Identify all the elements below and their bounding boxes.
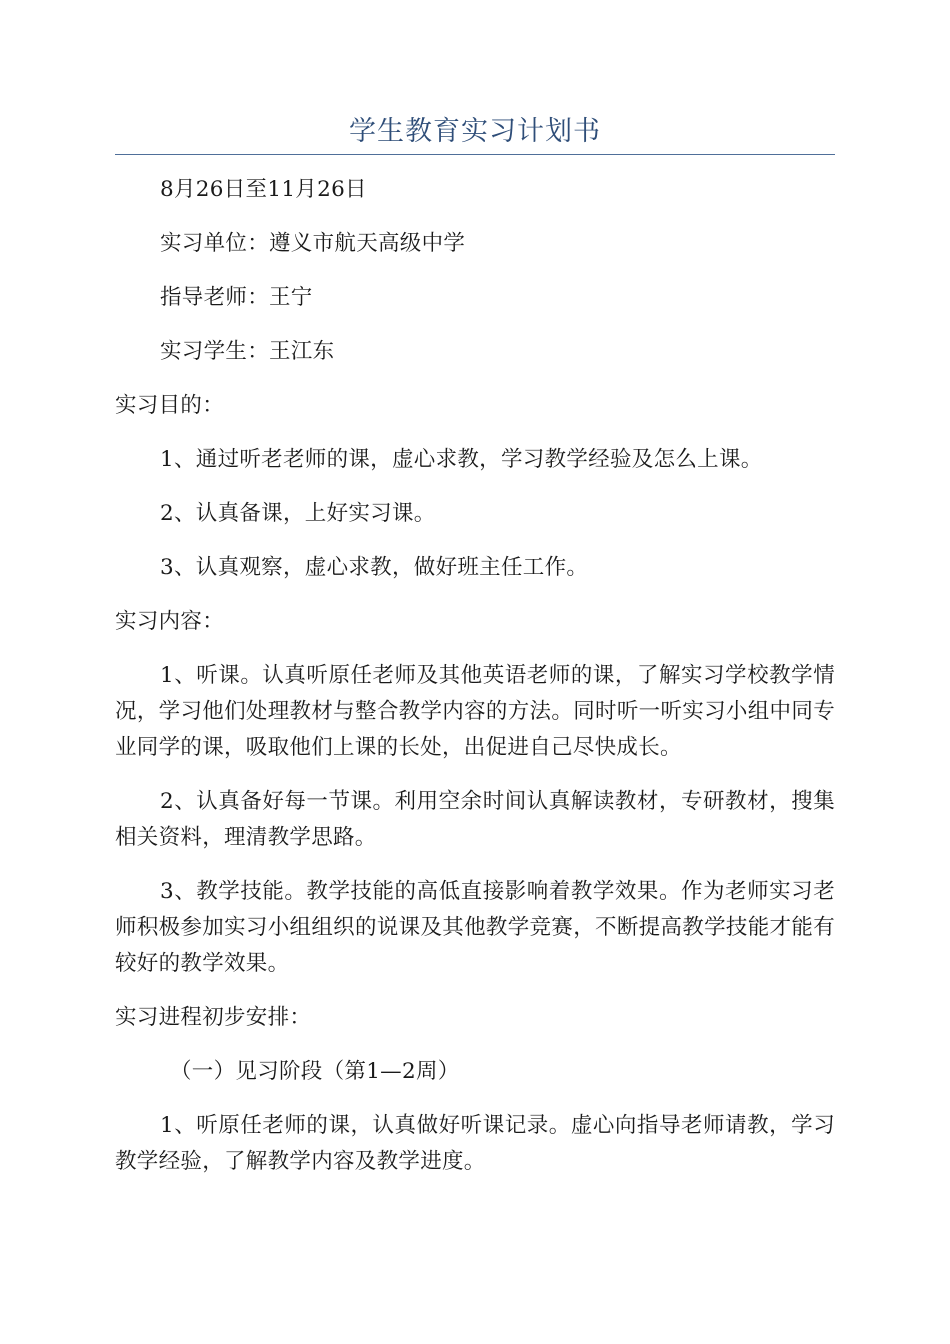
content-item: 3、教学技能。教学技能的高低直接影响着教学效果。作为老师实习老师积极参加实习小组组织的说课及其他教学竞赛，不断提高教学技能才能有较好的教学效果。 [115, 879, 835, 976]
internship-unit: 实习单位：遵义市航天高级中学 [160, 231, 466, 256]
title-underline [115, 154, 835, 155]
student: 实习学生：王江东 [160, 339, 335, 364]
purpose-heading: 实习目的： [115, 393, 225, 418]
purpose-item: 2、认真备课，上好实习课。 [160, 501, 436, 526]
content-item: 1、听课。认真听原任老师及其他英语老师的课，了解实习学校教学情况，学习他们处理教材与整合教学内容的方法。同时听一听实习小组中同专业同学的课，吸取他们上课的长处，出促进自己尽快成长。 [115, 663, 835, 760]
page-title: 学生教育实习计划书 [349, 116, 601, 147]
schedule-heading: 实习进程初步安排： [115, 1005, 312, 1030]
date-range: 8月26日至11月26日 [160, 177, 367, 202]
purpose-item: 1、通过听老老师的课，虚心求教，学习教学经验及怎么上课。 [160, 447, 763, 472]
supervisor: 指导老师：王宁 [160, 285, 313, 310]
content-item: 2、认真备好每一节课。利用空余时间认真解读教材，专研教材，搜集相关资料，理清教学思路。 [115, 789, 835, 850]
phase-item: 1、听原任老师的课，认真做好听课记录。虚心向指导老师请教，学习教学经验，了解教学内容及教学进度。 [115, 1113, 835, 1174]
phase-label: （一）见习阶段（第1—2周） [170, 1059, 460, 1084]
content-heading: 实习内容： [115, 609, 225, 634]
purpose-item: 3、认真观察，虚心求教，做好班主任工作。 [160, 555, 589, 580]
document-body [115, 172, 835, 1198]
